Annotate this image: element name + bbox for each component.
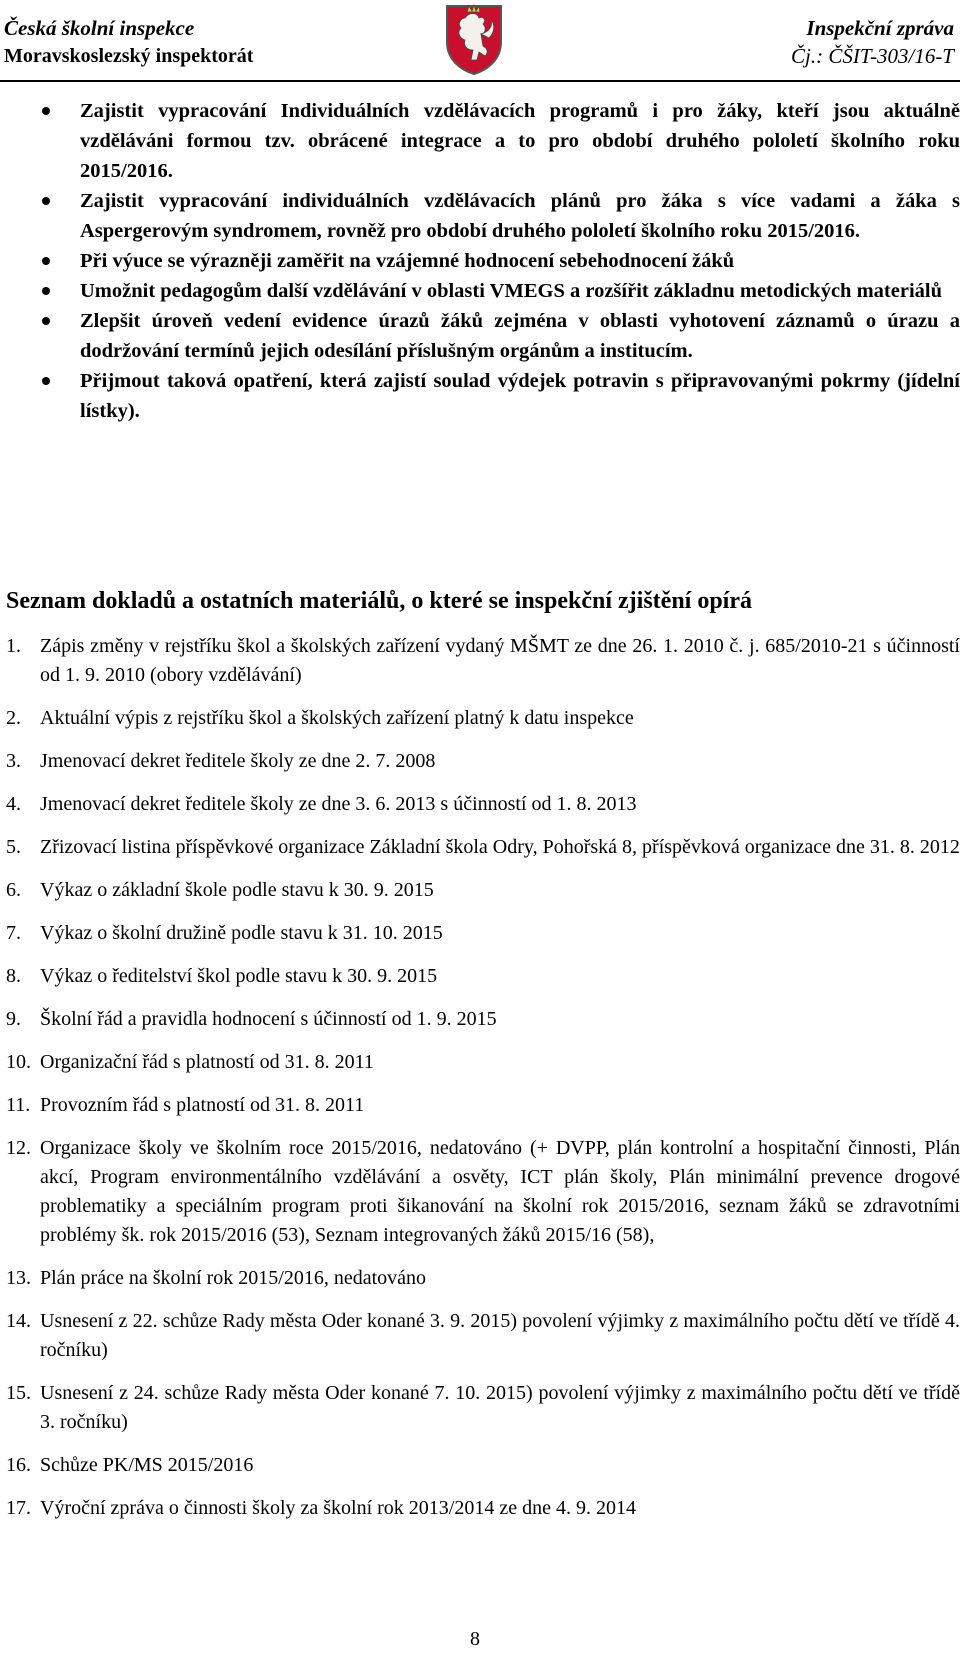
reference-number: Čj.: ČŠIT-303/16-T bbox=[791, 44, 954, 68]
bullet-icon bbox=[42, 107, 50, 115]
page-header bbox=[0, 0, 960, 80]
list-item: 11. Provozním řád s platností od 31. 8. 2011 bbox=[6, 1094, 365, 1116]
list-item: 1. Zápis změny v rejstříku škol a školských zařízení vydaný MŠMT ze dne 26. 1. 2010 č. j. 685/2010-21 s účinností od 1. 9. 2010 (obory vzdělávání) bbox=[6, 635, 960, 686]
list-item: Při výuce se výrazněji zaměřit na vzájemné hodnocení sebehodnocení žáků bbox=[40, 246, 960, 276]
header-left bbox=[4, 14, 253, 70]
list-item: 10. Organizační řád s platností od 31. 8. 2011 bbox=[6, 1051, 374, 1073]
recommendations-list bbox=[40, 96, 960, 426]
documents-list bbox=[6, 632, 960, 1537]
list-item: 15. Usnesení z 24. schůze Rady města Oder konané 7. 10. 2015) povolení výjimky z maximálního počtu dětí ve třídě 3. ročníku) bbox=[6, 1382, 960, 1433]
list-item: 3. Jmenovací dekret ředitele školy ze dne 2. 7. 2008 bbox=[6, 750, 436, 772]
list-item: 6. Výkaz o základní škole podle stavu k 30. 9. 2015 bbox=[6, 879, 434, 901]
list-item: 8. Výkaz o ředitelství škol podle stavu k 30. 9. 2015 bbox=[6, 965, 438, 987]
bullet-icon bbox=[42, 317, 50, 325]
list-item: 5. Zřizovací listina příspěvkové organizace Základní škola Odry, Pohořská 8, příspěvková organizace dne 31. 8. 2012 bbox=[6, 836, 960, 858]
list-item: 7. Výkaz o školní družině podle stavu k 31. 10. 2015 bbox=[6, 922, 443, 944]
bullet-icon bbox=[42, 257, 50, 265]
list-item: 13. Plán práce na školní rok 2015/2016, nedatováno bbox=[6, 1267, 427, 1289]
header-divider bbox=[0, 80, 960, 82]
list-item: Přijmout taková opatření, která zajistí soulad výdejek potravin s připravovanými pokrmy (jídelní lístky). bbox=[40, 366, 960, 426]
list-item: 14. Usnesení z 22. schůze Rady města Oder konané 3. 9. 2015) povolení výjimky z maximálního počtu dětí ve třídě 4. ročníku) bbox=[6, 1310, 960, 1361]
list-item: 17. Výroční zpráva o činnosti školy za školní rok 2013/2014 ze dne 4. 9. 2014 bbox=[6, 1497, 636, 1519]
list-item: 12. Organizace školy ve školním roce 2015/2016, nedatováno (+ DVPP, plán kontrolní a hospitační činnosti, Plán akcí, Program environmentálního vzdělávání a osvěty, ICT plán školy, Plán minimální prevence drogové problematiky a speciálním program proti šikanování na školní rok 2015/2016, seznam žáků se zdravotními problémy šk. rok 2015/2016 (53), Seznam integrovaných žáků 2015/16 (58), bbox=[6, 1137, 960, 1246]
list-item: 9. Školní řád a pravidla hodnocení s účinností od 1. 9. 2015 bbox=[6, 1008, 497, 1030]
list-item: 4. Jmenovací dekret ředitele školy ze dne 3. 6. 2013 s účinností od 1. 8. 2013 bbox=[6, 793, 637, 815]
bullet-icon bbox=[42, 287, 50, 295]
czech-lion-coat-of-arms-icon bbox=[443, 2, 505, 76]
list-item: Zajistit vypracování Individuálních vzdělávacích programů i pro žáky, kteří jsou aktuálně vzděláváni formou tzv. obrácené integrace a to pro období druhého pololetí školního roku 2015/2016. bbox=[40, 96, 960, 186]
page-number: 8 bbox=[470, 1628, 480, 1650]
institution-name: Česká školní inspekce bbox=[4, 16, 195, 40]
header-right bbox=[791, 14, 954, 70]
list-item: Zajistit vypracování individuálních vzdělávacích plánů pro žáka s více vadami a žáka s Aspergerovým syndromem, rovněž pro období druhého pololetí školního roku 2015/2016. bbox=[40, 186, 960, 246]
inspectorate-name: Moravskoslezský inspektorát bbox=[4, 45, 254, 67]
list-item: Zlepšit úroveň vedení evidence úrazů žáků zejména v oblasti vyhotovení záznamů o úrazu a dodržování termínů jejich odesílání příslušným orgánům a institucím. bbox=[40, 306, 960, 366]
list-item: 16. Schůze PK/MS 2015/2016 bbox=[6, 1454, 254, 1476]
bullet-icon bbox=[42, 377, 50, 385]
list-item: 2. Aktuální výpis z rejstříku škol a školských zařízení platný k datu inspekce bbox=[6, 707, 634, 729]
list-item: Umožnit pedagogům další vzdělávání v oblasti VMEGS a rozšířit základnu metodických materiálů bbox=[40, 276, 960, 306]
document-type: Inspekční zpráva bbox=[806, 16, 954, 40]
section-heading: Seznam dokladů a ostatních materiálů, o které se inspekční zjištění opírá bbox=[6, 588, 753, 614]
bullet-icon bbox=[42, 197, 50, 205]
